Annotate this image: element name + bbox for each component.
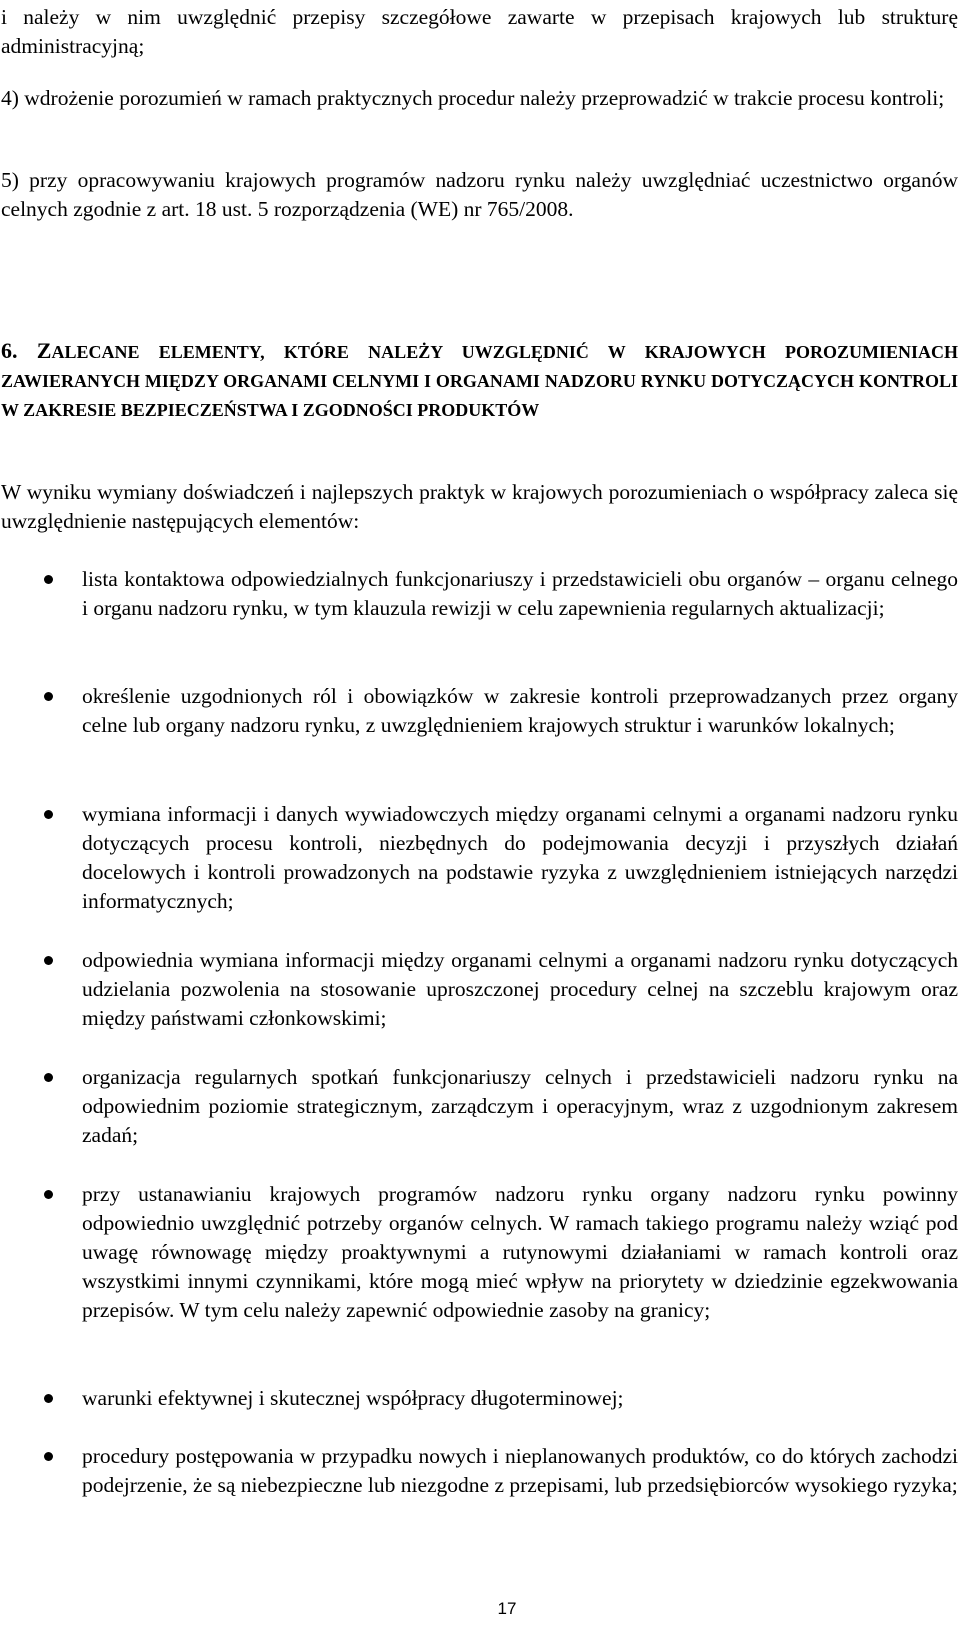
bullet-icon (44, 1452, 53, 1461)
section-title: ALECANE ELEMENTY, KTÓRE NALEŻY UWZGLĘDNIĆ W KRAJOWYCH POROZUMIENIACH ZAWIERANYCH MIĘDZY ORGANAMI CELNYMI I ORGANAMI NADZORU RYNKU DOTYCZĄCYCH KONTROLI W ZAKRESIE BEZPIECZEŃSTWA I ZGODNOŚCI PRODUKTÓW (1, 342, 959, 420)
list-item-text: wymiana informacji i danych wywiadowczych między organami celnymi a organami nadzoru rynku dotyczących procesu kontroli, niezbędnych do podejmowania decyzji i przyszłych działań docelowych i kontroli prowadzonych na podstawie ryzyka z uwzględnieniem istniejących narzędzi informatycznych; (82, 802, 958, 913)
bullet-icon (44, 575, 53, 584)
page-number: 17 (497, 1599, 517, 1618)
point-4: 4) wdrożenie porozumień w ramach praktycznych procedur należy przeprowadzić w trakcie procesu kontroli; (1, 86, 945, 110)
intro-continuation: i należy w nim uwzględnić przepisy szczegółowe zawarte w przepisach krajowych lub strukturę administracyjną; (1, 5, 958, 58)
section-title-initial: Z (36, 338, 52, 363)
bullet-icon (44, 810, 53, 819)
list-item-text: przy ustanawianiu krajowych programów nadzoru rynku organy nadzoru rynku powinny odpowiednio uwzględnić potrzeby organów celnych. W ramach takiego programu należy wziąć pod uwagę równowagę między proaktywnymi a rutynowymi działaniami w ramach kontroli oraz wszystkimi innymi czynnikami, które mogą mieć wpływ na priorytety w dziedzinie egzekwowania przepisów. W tym celu należy zapewnić odpowiednie zasoby na granicy; (82, 1182, 958, 1322)
list-item-text: lista kontaktowa odpowiedzialnych funkcjonariuszy i przedstawicieli obu organów – organu celnego i organu nadzoru rynku, w tym klauzula rewizji w celu zapewnienia regularnych aktualizacji; (82, 567, 958, 620)
section-lead: W wyniku wymiany doświadczeń i najlepszych praktyk w krajowych porozumieniach o współpracy zaleca się uwzględnienie następujących elementów: (1, 480, 958, 533)
bullet-icon (44, 1073, 53, 1082)
list-item-text: procedury postępowania w przypadku nowych i nieplanowanych produktów, co do których zachodzi podejrzenie, że są niebezpieczne lub niezgodne z przepisami, lub przedsiębiorców wysokiego ryzyka; (82, 1444, 958, 1497)
list-item-text: odpowiednia wymiana informacji między organami celnymi a organami nadzoru rynku dotyczących udzielania pozwolenia na stosowanie uproszczonej procedury celnej na szczeblu krajowym oraz między państwami członkowskimi; (82, 948, 958, 1030)
section-6-heading (1, 336, 958, 425)
section-number: 6. (1, 338, 18, 363)
point-5: 5) przy opracowywaniu krajowych programów nadzoru rynku należy uwzględniać uczestnictwo organów celnych zgodnie z art. 18 ust. 5 rozporządzenia (WE) nr 765/2008. (1, 168, 958, 221)
bullet-icon (44, 692, 53, 701)
list-item-text: organizacja regularnych spotkań funkcjonariuszy celnych i przedstawicieli nadzoru rynku na odpowiednim poziomie strategicznym, zarządczym i operacyjnym, wraz z uzgodnionym zakresem zadań; (82, 1065, 958, 1147)
list-item-text: warunki efektywnej i skutecznej współpracy długoterminowej; (82, 1386, 624, 1410)
bullet-icon (44, 956, 53, 965)
bullet-icon (44, 1394, 53, 1403)
list-item-text: określenie uzgodnionych ról i obowiązków w zakresie kontroli przeprowadzanych przez organy celne lub organy nadzoru rynku, z uwzględnieniem krajowych struktur i warunków lokalnych; (82, 684, 958, 737)
bullet-icon (44, 1190, 53, 1199)
